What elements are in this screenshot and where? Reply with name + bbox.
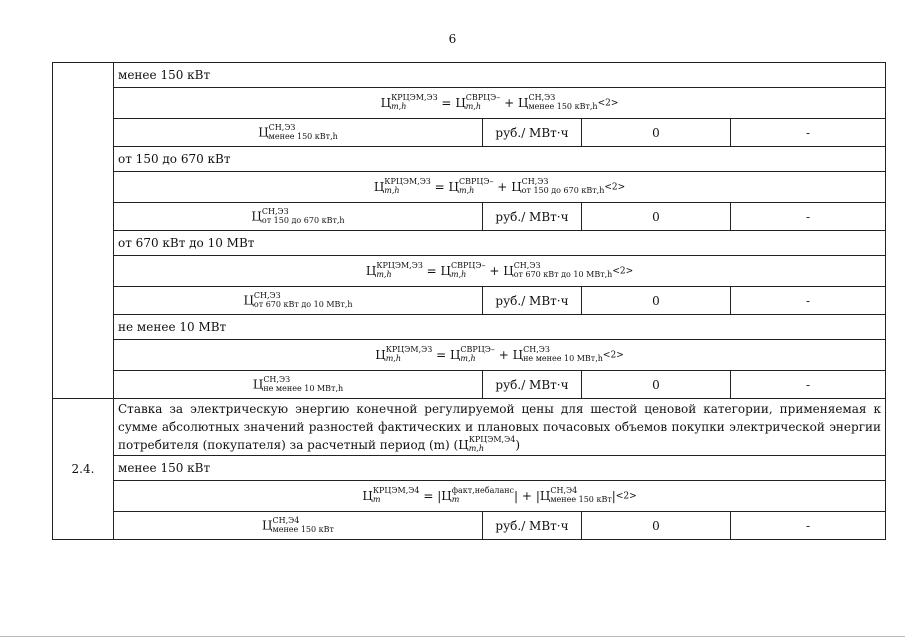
section-label: от 150 до 670 кВт bbox=[114, 147, 886, 172]
dash-cell: - bbox=[731, 203, 886, 231]
item-number: 2.4. bbox=[53, 399, 114, 540]
section-label: не менее 10 МВт bbox=[114, 315, 886, 340]
formula: Ц КРЦЭМ,ЭЗ m,h = Ц СВРЦЭ– m,h + Ц СН,ЭЗ не менее 10 МВт,h <2> bbox=[375, 345, 624, 363]
formula-cell bbox=[114, 172, 886, 203]
value-cell: 0 bbox=[582, 287, 731, 315]
bottom-rule bbox=[0, 636, 905, 637]
value-cell: 0 bbox=[582, 203, 731, 231]
tariff-table bbox=[52, 62, 886, 540]
dash-cell: - bbox=[731, 371, 886, 399]
table-row bbox=[53, 399, 886, 456]
formula: Ц КРЦЭМ,ЭЗ m,h = Ц СВРЦЭ– m,h + Ц СН,ЭЗ от 670 кВт до 10 МВт,h <2> bbox=[365, 261, 634, 279]
unit-cell: руб./ МВт·ч bbox=[483, 287, 582, 315]
page-number: 6 bbox=[448, 32, 457, 46]
symbol-cell: Ц СН,ЭЗ от 150 до 670 кВт,h bbox=[114, 203, 483, 231]
item-description: Ставка за электрическую энергию конечной регулируемой цены для шестой ценовой категории, применяемая к сумме абсолютных значений разностей фактических и плановых почасовых объемов покупки электрической энергии потребителя (покупателя) за расчетный период (m) (Ц КРЦЭМ,Э4 m,h ) bbox=[114, 399, 886, 456]
formula-cell bbox=[114, 256, 886, 287]
formula: Ц КРЦЭМ,ЭЗ m,h = Ц СВРЦЭ– m,h + Ц СН,ЭЗ менее 150 кВт,h <2> bbox=[380, 93, 619, 111]
symbol-cell: Ц СН,Э4 менее 150 кВт bbox=[114, 512, 483, 540]
formula-cell bbox=[114, 88, 886, 119]
table-row bbox=[53, 256, 886, 287]
section-label: от 670 кВт до 10 МВт bbox=[114, 231, 886, 256]
dash-cell: - bbox=[731, 512, 886, 540]
dash-cell: - bbox=[731, 287, 886, 315]
table-row bbox=[53, 456, 886, 481]
table-row bbox=[53, 371, 886, 399]
table-row bbox=[53, 315, 886, 340]
table-row bbox=[53, 172, 886, 203]
symbol-cell: Ц СН,ЭЗ от 670 кВт до 10 МВт,h bbox=[114, 287, 483, 315]
value-cell: 0 bbox=[582, 371, 731, 399]
table-row bbox=[53, 88, 886, 119]
table-row bbox=[53, 287, 886, 315]
unit-cell: руб./ МВт·ч bbox=[483, 119, 582, 147]
table-row bbox=[53, 147, 886, 172]
value-cell: 0 bbox=[582, 512, 731, 540]
section-label: менее 150 кВт bbox=[114, 63, 886, 88]
table-row bbox=[53, 119, 886, 147]
unit-cell: руб./ МВт·ч bbox=[483, 203, 582, 231]
symbol-cell: Ц СН,ЭЗ не менее 10 МВт,h bbox=[114, 371, 483, 399]
table-row bbox=[53, 340, 886, 371]
dash-cell: - bbox=[731, 119, 886, 147]
value-cell: 0 bbox=[582, 119, 731, 147]
table-row bbox=[53, 63, 886, 88]
table-row bbox=[53, 203, 886, 231]
table-row bbox=[53, 231, 886, 256]
formula-cell bbox=[114, 481, 886, 512]
table-row bbox=[53, 481, 886, 512]
unit-cell: руб./ МВт·ч bbox=[483, 512, 582, 540]
section-label: менее 150 кВт bbox=[114, 456, 886, 481]
row-number-cell bbox=[53, 63, 114, 399]
formula: Ц КРЦЭМ,ЭЗ m,h = Ц СВРЦЭ– m,h + Ц СН,ЭЗ от 150 до 670 кВт,h <2> bbox=[373, 177, 626, 195]
unit-cell: руб./ МВт·ч bbox=[483, 371, 582, 399]
formula-cell bbox=[114, 340, 886, 371]
formula: Ц КРЦЭМ,Э4 m = |Ц факт,небаланс m | + |Ц СН,Э4 менее 150 кВт |<2> bbox=[362, 486, 637, 504]
table-row bbox=[53, 512, 886, 540]
symbol-cell: Ц СН,ЭЗ менее 150 кВт,h bbox=[114, 119, 483, 147]
